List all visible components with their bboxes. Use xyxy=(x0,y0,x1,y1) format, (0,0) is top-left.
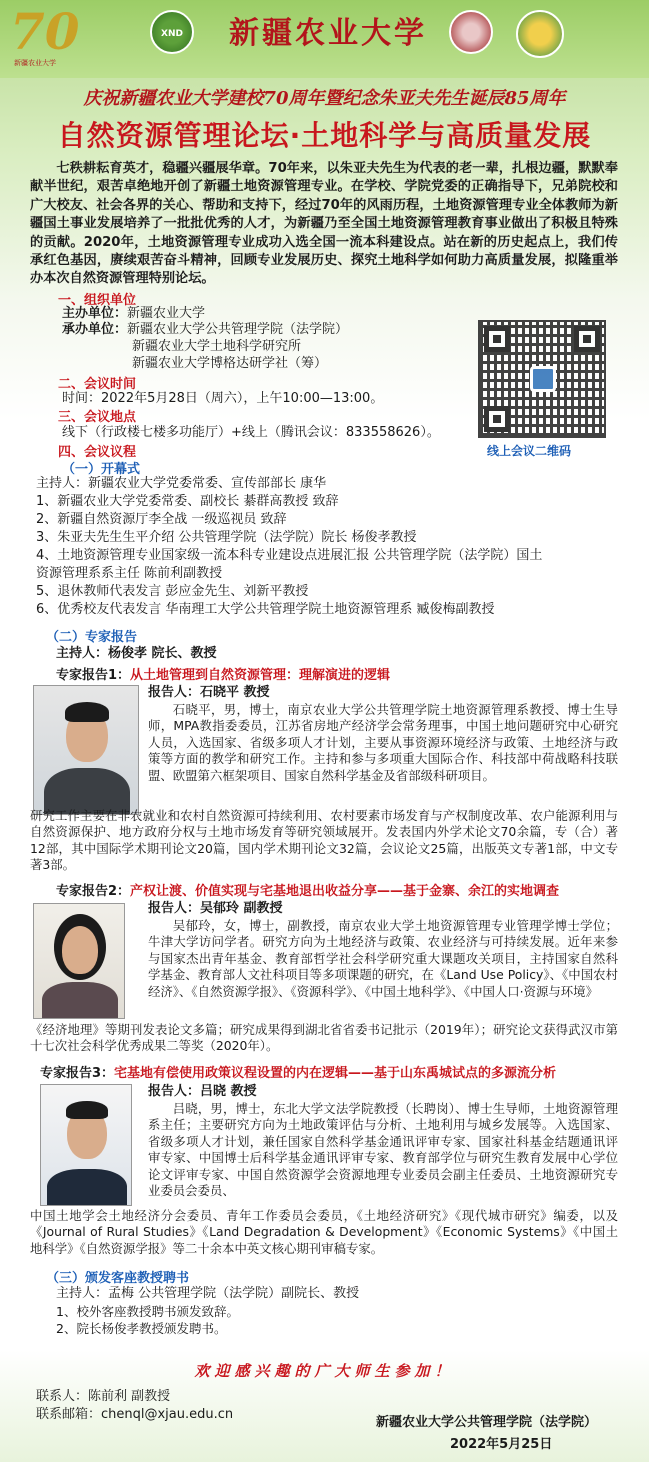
award-host: 主持人：孟梅 公共管理学院（法学院）副院长、教授 xyxy=(56,1286,360,1301)
talk-2-bio-side: 吴郁玲，女，博士，副教授，南京农业大学土地资源管理专业管理学博士学位；牛津大学访问学者。研究方向为土地经济与政策、农业经济与可持续发展。近年来参与国家杰出青年基金、教育部哲学社会科学研究重大课题攻关项目，主持国家自然科学基金、教育部人文社科项目等多项课题的研究，在《Land Use Policy》、《中国农村经济》、《自然资源学报》、《资源科学》、《中国土地科学》、《中国人口·资源与环境》 xyxy=(148,918,618,999)
talk-2-bio-full: 《经济地理》等期刊发表论文多篇；研究成果得到湖北省省委书记批示（2019年）；研究论文获得武汉市第十七次社会科学优秀成果二等奖（2020年）。 xyxy=(30,1022,618,1054)
header-banner xyxy=(0,0,649,78)
venue-heading: 三、会议地点 xyxy=(58,410,137,425)
society-emblem-icon xyxy=(516,10,564,58)
contact-person: 联系人：陈前利 副教授 xyxy=(36,1389,171,1404)
talk-1-speaker: 报告人：石晓平 教授 xyxy=(148,685,270,700)
co-unit-1: 承办单位：新疆农业大学公共管理学院（法学院） xyxy=(62,322,349,337)
welcome-line: 欢迎感兴趣的广大师生参加！ xyxy=(194,1362,455,1380)
co-unit-3: 新疆农业大学博格达研学社（筹） xyxy=(132,356,328,371)
agenda-heading: 四、会议议程 xyxy=(58,445,137,460)
reports-host: 主持人：杨俊孝 院长、教授 xyxy=(56,646,217,661)
organizers-heading: 一、组织单位 xyxy=(58,293,137,308)
college-emblem-icon xyxy=(449,10,493,54)
intro-paragraph: 七秩耕耘育英才，稳疆兴疆展华章。70年来，以朱亚夫先生为代表的老一辈，扎根边疆，默默奉献半世纪，艰苦卓绝地开创了新疆土地资源管理专业。在学校、学院党委的正确指导下，兄弟院校和广大校友、社会各界的关心、帮助和支持下，经过70年的风雨历程，土地资源管理专业全体教师为新疆国土事业发展培养了一批批优秀的人才，为新疆乃至全国土地资源管理教育事业做出了积极且特殊的贡献。2020年，土地资源管理专业成功入选全国一流本科建设点。站在新的历史起点上，我们传承红色基因，赓续艰苦奋斗精神，回顾专业发展历史、探究土地科学如何助力高质量发展，拟隆重举办本次自然资源管理特别论坛。 xyxy=(30,161,618,287)
award-heading: （三）颁发客座教授聘书 xyxy=(46,1271,190,1286)
talk-3-heading: 专家报告3：宅基地有偿使用政策议程设置的内在逻辑——基于山东禹城试点的多源流分析 xyxy=(40,1066,557,1081)
co-unit-2: 新疆农业大学土地科学研究所 xyxy=(132,339,302,354)
opening-item-3: 3、朱亚夫先生生平介绍 公共管理学院（法学院）院长 杨俊孝教授 xyxy=(36,530,417,545)
issue-date: 2022年5月25日 xyxy=(450,1437,553,1452)
university-emblem-icon: XND xyxy=(150,10,194,54)
time-heading: 二、会议时间 xyxy=(58,377,137,392)
talk-1-bio-full: 研究工作主要在非农就业和农村自然资源可持续利用、农村要素市场发育与产权制度改革、农户能源利用与自然资源保护、地方政府分权与土地市场发育等研究领域展开。发表国内外学术论文70余篇，专（合）著12部，其中国际学术期刊论文20篇，国内学术期刊论文32篇，会议论文25篇，出版英文专著1部，中文专著3部。 xyxy=(30,808,618,873)
opening-item-6: 6、优秀校友代表发言 华南理工大学公共管理学院土地资源管理系 臧俊梅副教授 xyxy=(36,602,495,617)
page-title: 自然资源管理论坛·土地科学与高质量发展 xyxy=(57,119,592,152)
award-item-1: 1、校外客座教授聘书颁发致辞。 xyxy=(56,1304,239,1319)
speaker-2-photo xyxy=(33,903,125,1019)
anniversary-logo-icon xyxy=(10,2,90,68)
opening-heading: （一）开幕式 xyxy=(62,462,141,477)
opening-item-5: 5、退休教师代表发言 彭应金先生、刘新平教授 xyxy=(36,584,309,599)
talk-3-bio-full: 中国土地学会土地经济分会委员、青年工作委员会委员，《土地经济研究》《现代城市研究》编委，以及《Journal of Rural Studies》《Land Degradation & Development》《Economic Systems》《中国土地科学》《自然资源学报》等二十余本中英文核心期刊审稿专家。 xyxy=(30,1208,618,1256)
meeting-time: 时间：2022年5月28日（周六），上午10:00—13:00。 xyxy=(62,391,384,406)
talk-3-bio-side: 吕晓，男，博士，东北大学文法学院教授（长聘岗）、博士生导师，土地资源管理系主任；主要研究方向为土地政策评估与分析、土地利用与城乡发展等。入选国家、省级多项人才计划，兼任国家自然科学基金通讯评审专家、国家社科基金结题通讯评审专家、中国博士后科学基金通讯评审专家、教育部学位与研究生教育发展中心学位论文评审专家、中国自然资源学会资源地理专业委员会副主任委员、土地资源研究专业委员会委员、 xyxy=(148,1101,618,1199)
speaker-1-photo xyxy=(33,685,139,815)
talk-2-speaker: 报告人：吴郁玲 副教授 xyxy=(148,901,283,916)
talk-1-bio-side: 石晓平，男，博士，南京农业大学公共管理学院土地资源管理系教授、博士生导师，MPA教指委委员，江苏省房地产经济学会常务理事，中国土地问题研究中心研究人员，入选国家、省级多项人才计划，主要从事资源环境经济与政策、土地经济与政策等方面的教学和研究工作。主持和参与多项重大国际合作、科技部中荷战略科技联盟、欧盟第六框架项目、国家自然科学基金及省部级科研项目。 xyxy=(148,702,618,783)
reports-heading: （二）专家报告 xyxy=(46,630,138,645)
qr-code-icon[interactable] xyxy=(478,320,606,438)
meeting-venue: 线下（行政楼七楼多功能厅）+线上（腾讯会议：833558626）。 xyxy=(62,425,440,440)
opening-item-2: 2、新疆自然资源厅李全战 一级巡视员 致辞 xyxy=(36,512,287,527)
talk-2-heading: 专家报告2：产权让渡、价值实现与宅基地退出收益分享——基于金寨、余江的实地调查 xyxy=(56,884,560,899)
opening-item-4: 4、土地资源管理专业国家级一流本科专业建设点进展汇报 公共管理学院（法学院）国土 xyxy=(36,548,543,563)
anniversary-tag: 新疆农业大学 xyxy=(14,59,56,67)
celebration-line: 庆祝新疆农业大学建校70周年暨纪念朱亚夫先生诞辰85周年 xyxy=(83,88,566,109)
issuer: 新疆农业大学公共管理学院（法学院） xyxy=(376,1415,598,1430)
university-name: 新疆农业大学 xyxy=(229,16,427,51)
talk-1-heading: 专家报告1：从土地管理到自然资源管理：理解演进的逻辑 xyxy=(56,668,391,683)
opening-item-4-cont: 资源管理系系主任 陈前利副教授 xyxy=(36,566,223,581)
talk-3-speaker: 报告人：吕晓 教授 xyxy=(148,1084,257,1099)
host-unit: 主办单位：新疆农业大学 xyxy=(62,306,206,321)
award-item-2: 2、院长杨俊孝教授颁发聘书。 xyxy=(56,1321,227,1336)
qr-caption: 线上会议二维码 xyxy=(487,444,572,458)
speaker-3-photo xyxy=(40,1084,132,1206)
opening-item-1: 1、新疆农业大学党委常委、副校长 綦群高教授 致辞 xyxy=(36,494,339,509)
anniversary-number: 70 xyxy=(10,2,80,61)
contact-email[interactable]: 联系邮箱：chenql@xjau.edu.cn xyxy=(36,1407,234,1422)
opening-host: 主持人：新疆农业大学党委常委、宣传部部长 康华 xyxy=(36,476,327,491)
